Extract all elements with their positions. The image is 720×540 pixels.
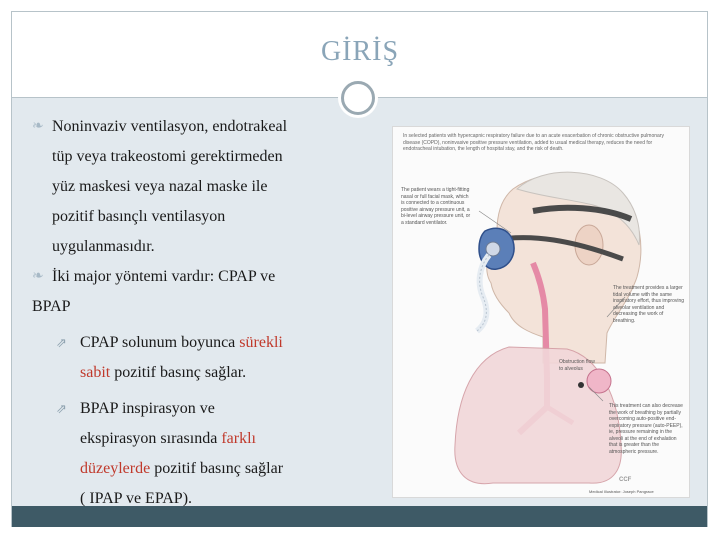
sub-bullet-item [32,394,342,514]
text-run: CPAP solunum boyunca [80,334,240,351]
sub-bullet-line [80,424,342,454]
niv-illustration [392,126,690,498]
bullet-line: BPAP [32,298,71,315]
sub-bullet-line [80,328,342,358]
bullet-leaf-icon: ❧ [32,269,44,284]
mask-port [486,242,500,256]
obstruction-marker [578,382,584,388]
highlight-text: sabit [80,364,111,381]
sub-bullet-line [80,454,342,484]
bullet-line: İki major yöntemi vardır: CPAP ve [52,268,276,285]
slide-title: GİRİŞ [320,36,400,67]
sub-bullet-item [32,328,342,388]
sub-bullet-arrow-icon: ⇗ [56,335,67,350]
bullet-line: Noninvaziv ventilasyon, endotrakeal [52,118,288,135]
caption-mask: The patient wears a tight-fitting nasal or full facial mask, which is connected to a continuous positive airway pressure unit, a bi-level airway pressure unit, or a standard ventilator. [401,187,471,226]
text-run: ekspirasyon sırasında [80,430,222,447]
highlight-text: düzeylerde [80,460,151,477]
sub-bullet-arrow-icon: ⇗ [56,401,67,416]
bullet-line: tüp veya trakeostomi gerektirmeden [52,148,283,165]
illustrator-credit: Medical Illustrator: Joseph Pangrace [589,489,654,494]
bullet-list [32,112,342,514]
bullet-leaf-icon: ❧ [32,119,44,134]
caption-obstruction: Obstruction flow to alveolus [559,359,595,372]
bullet-line: yüz maskesi veya nazal maske ile [52,178,268,195]
sub-bullet-line: BPAP inspirasyon ve [80,400,215,417]
sub-bullet-line: ( IPAP ve EPAP). [80,490,193,507]
bullet-item [32,262,342,322]
caption-peep: This treatment can also decrease the work of breathing by partially overcoming auto-positive end-expiratory pressure (auto-PEEP), ie, pressure remaining in the alveoli at the end of exhalation that is greater than the atmospheric pressure. [609,403,683,455]
text-run: pozitif basınç sağlar [150,460,284,477]
bullet-line: pozitif basınçlı ventilasyon [52,208,226,225]
bullet-line: uygulanmasıdır. [52,238,155,255]
figure-header: In selected patients with hypercapnic respiratory failure due to an acute exacerbation of chronic obstructive pulmonary disease (COPD), noninvasive positive pressure ventilation, added to usual medical therapy, reduces the need for endotracheal intubation, the length of hospital stay, and the risk of death. [403,133,664,152]
bullet-item [32,112,342,262]
logo-text: CCF [619,477,632,483]
sub-bullet-line [80,358,342,388]
highlight-text: farklı [221,430,256,447]
caption-treatment: The treatment provides a larger tidal volume with the same inspiratory effort, thus improving alveolar ventilation and decreasing the work of breathing. [613,285,685,324]
text-run: pozitif basınç sağlar. [110,364,247,381]
circle-ornament-icon [341,81,375,115]
highlight-text: sürekli [239,334,283,351]
alveolus [587,369,611,393]
